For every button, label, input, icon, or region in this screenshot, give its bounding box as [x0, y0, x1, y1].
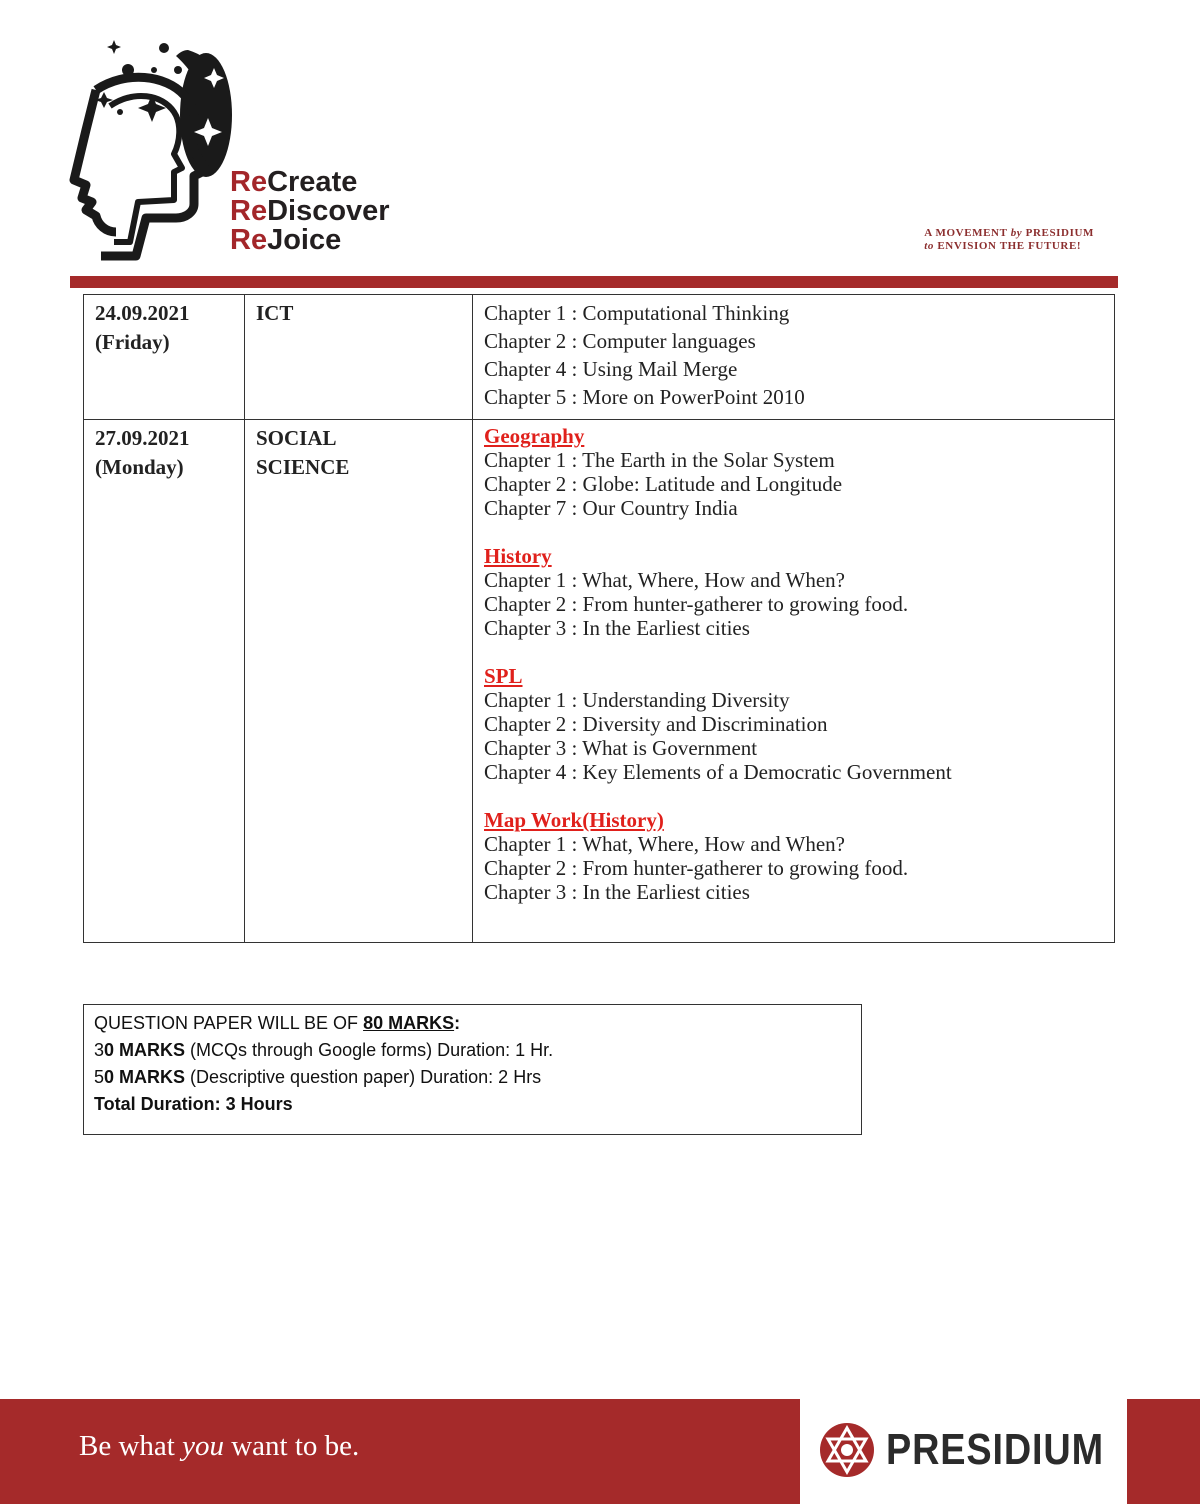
chapter-item: Chapter 1 : Computational Thinking — [484, 301, 790, 325]
marks-line-total: QUESTION PAPER WILL BE OF 80 MARKS: — [94, 1013, 461, 1033]
exam-date-cell — [84, 420, 245, 943]
subject-name-cont: SCIENCE — [256, 455, 350, 479]
chapter-item: Chapter 1 : The Earth in the Solar System — [484, 448, 835, 472]
logo-wordmark — [230, 168, 390, 255]
logo-line-rediscover: ReDiscover — [230, 195, 390, 227]
chapter-item: Chapter 2 : Computer languages — [484, 329, 756, 353]
exam-date-cell — [84, 295, 245, 420]
chapter-item: Chapter 3 : In the Earliest cities — [484, 880, 750, 904]
syllabus-cell — [473, 295, 1115, 420]
marks-info-box — [83, 1004, 862, 1135]
chapter-item: Chapter 2 : From hunter-gatherer to growing food. — [484, 592, 909, 616]
presidium-star-icon — [818, 1421, 876, 1479]
section-heading-spl: SPL — [484, 664, 523, 688]
exam-day: (Friday) — [95, 330, 170, 354]
head-stars-logo-icon — [56, 20, 236, 270]
chapter-item: Chapter 2 : Diversity and Discrimination — [484, 712, 828, 736]
presidium-brand — [818, 1420, 1139, 1480]
marks-line-mcq: 30 MARKS (MCQs through Google forms) Duration: 1 Hr. — [94, 1040, 554, 1060]
subject-name: ICT — [256, 301, 294, 325]
section-heading-geography: Geography — [484, 424, 585, 448]
chapter-item: Chapter 2 : Globe: Latitude and Longitude — [484, 472, 843, 496]
exam-day: (Monday) — [95, 455, 184, 479]
subject-cell — [245, 420, 473, 943]
chapter-item: Chapter 1 : Understanding Diversity — [484, 688, 790, 712]
chapter-item: Chapter 7 : Our Country India — [484, 496, 738, 520]
syllabus-cell — [473, 420, 1115, 943]
presidium-wordmark: PRESIDIUM — [886, 1425, 1104, 1474]
section-heading-map-work: Map Work(History) — [484, 808, 664, 832]
logo-line-rejoice: ReJoice — [230, 224, 342, 256]
subject-name: SOCIAL — [256, 426, 337, 450]
movement-tagline: A MOVEMENT by PRESIDIUM to ENVISION THE FUTURE! — [924, 227, 1094, 252]
chapter-item: Chapter 5 : More on PowerPoint 2010 — [484, 385, 805, 409]
chapter-item: Chapter 1 : What, Where, How and When? — [484, 568, 845, 592]
subject-cell — [245, 295, 473, 420]
chapter-item: Chapter 4 : Using Mail Merge — [484, 357, 738, 381]
table-row — [84, 295, 1115, 420]
marks-line-descriptive: 50 MARKS (Descriptive question paper) Duration: 2 Hrs — [94, 1067, 542, 1087]
header-rule — [70, 276, 1118, 288]
exam-date: 24.09.2021 — [95, 301, 190, 325]
exam-schedule-table — [83, 294, 1115, 943]
chapter-item: Chapter 2 : From hunter-gatherer to growing food. — [484, 856, 909, 880]
chapter-item: Chapter 3 : What is Government — [484, 736, 758, 760]
section-heading-history: History — [484, 544, 552, 568]
footer-motto: Be what you want to be. — [79, 1430, 360, 1462]
marks-line-duration: Total Duration: 3 Hours — [94, 1094, 293, 1114]
logo-line-recreate: ReCreate — [230, 166, 358, 198]
chapter-item: Chapter 4 : Key Elements of a Democratic Government — [484, 760, 952, 784]
table-row — [84, 420, 1115, 943]
exam-date: 27.09.2021 — [95, 426, 190, 450]
chapter-item: Chapter 1 : What, Where, How and When? — [484, 832, 845, 856]
chapter-item: Chapter 3 : In the Earliest cities — [484, 616, 750, 640]
